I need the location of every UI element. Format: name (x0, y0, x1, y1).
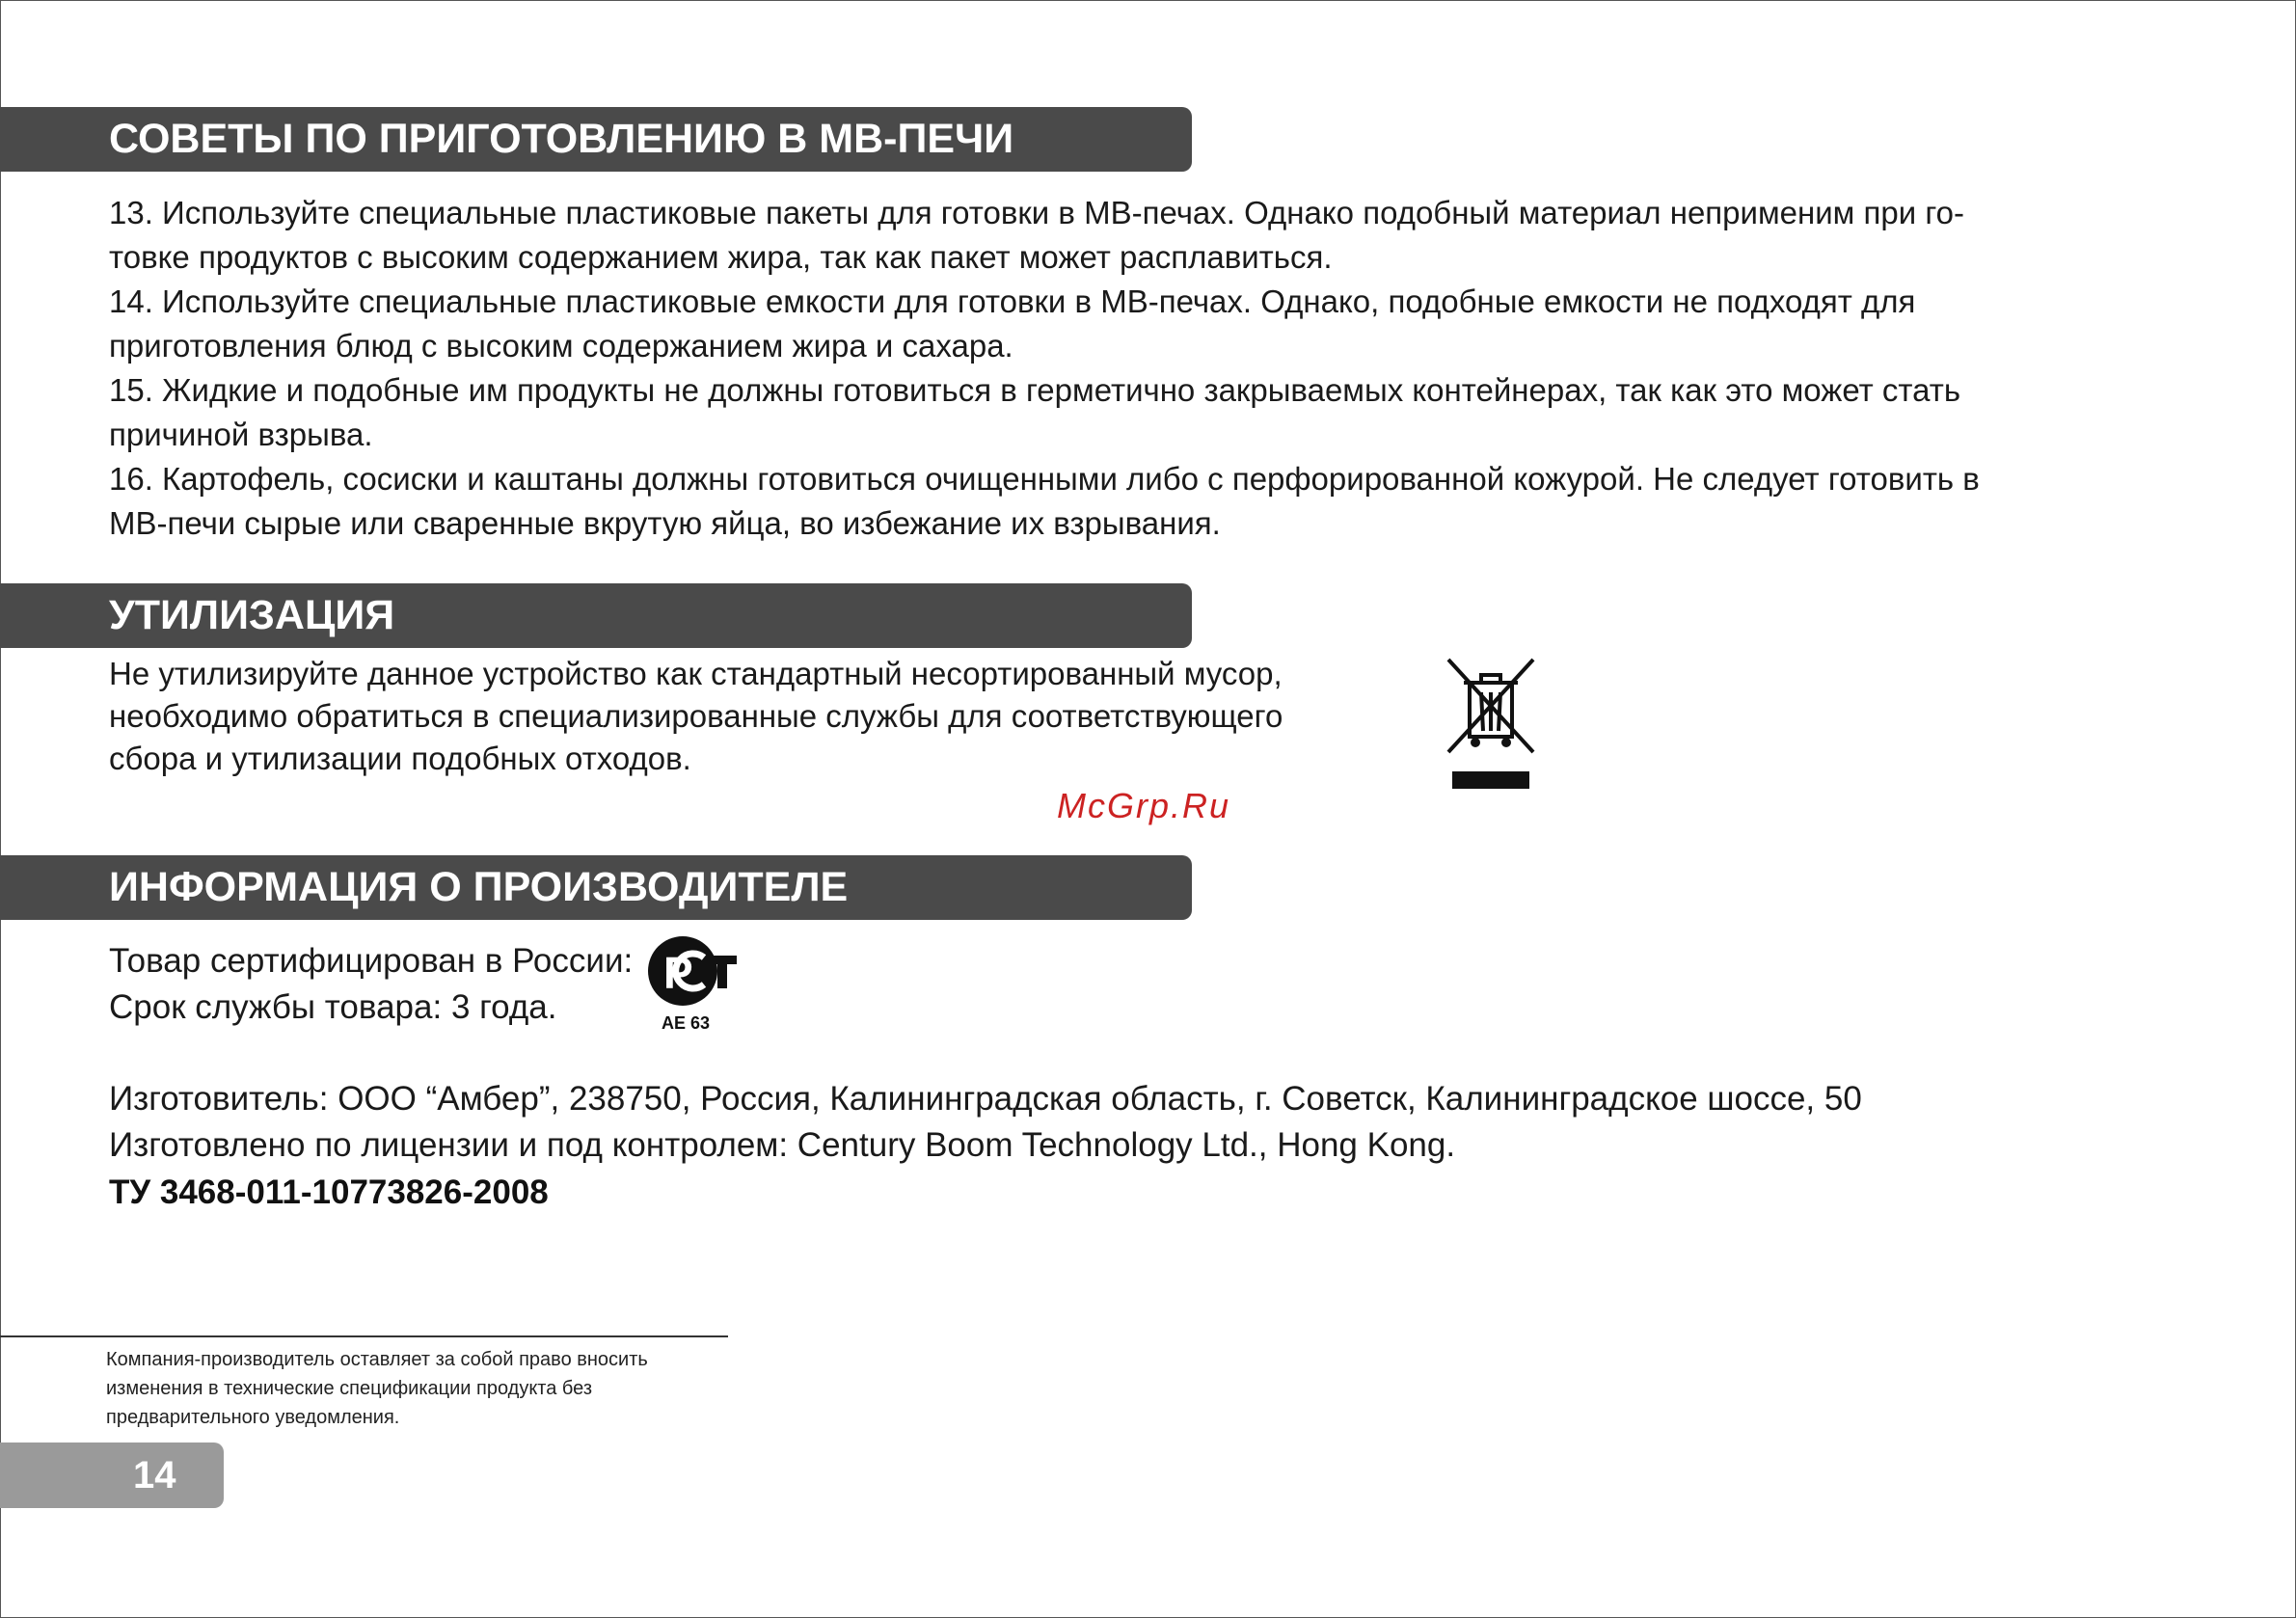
disposal-text (109, 653, 1420, 780)
tu-number: ТУ 3468-011-10773826-2008 (109, 1173, 549, 1211)
tips-line: 13. Используйте специальные пластиковые пакеты для готовки в МВ-печах. Однако подобный материал неприменим при го- (109, 195, 1964, 230)
tips-line: товке продуктов с высоким содержанием жира, так как пакет может расплавиться. (109, 239, 1333, 275)
svg-text:Р: Р (663, 948, 693, 998)
page-number: 14 (0, 1443, 224, 1508)
tips-line: 15. Жидкие и подобные им продукты не должны готовиться в герметично закрываемых контейнерах, так как это может стать (109, 372, 1961, 408)
tips-line: 16. Картофель, сосиски и каштаны должны готовиться очищенными либо с перфорированной кожурой. Не следует готовить в (109, 461, 1980, 497)
footnote-line: Компания-производитель оставляет за собой право вносить (106, 1349, 648, 1370)
section-heading-disposal: УТИЛИЗАЦИЯ (0, 583, 1192, 648)
manufacturer-address: Изготовитель: ООО “Амбер”, 238750, Россия, Калининградская область, г. Советск, Калининградское шоссе, 50 (109, 1080, 1862, 1118)
disposal-line: Не утилизируйте данное устройство как стандартный несортированный мусор, (109, 656, 1283, 691)
cert-mark-code: AE 63 (662, 1013, 711, 1033)
license-text: Изготовлено по лицензии и под контролем: Century Boom Technology Ltd., Hong Kong. (109, 1126, 1456, 1164)
tips-line: МВ-печи сырые или сваренные вкрутую яйца, во избежание их взрывания. (109, 505, 1221, 541)
watermark-text: McGrp.Ru (1057, 786, 1231, 825)
tips-line: причиной взрыва. (109, 417, 373, 452)
disposal-line: необходимо обратиться в специализированные службы для соответствующего (109, 698, 1283, 734)
service-life-text: Срок службы товара: 3 года. (109, 988, 557, 1026)
tips-line: 14. Используйте специальные пластиковые емкости для готовки в МВ-печах. Однако, подобные емкости не подходят для (109, 283, 1916, 319)
footnote-line: предварительного уведомления. (106, 1407, 400, 1428)
disposal-line: сбора и утилизации подобных отходов. (109, 741, 691, 776)
section-heading-manufacturer: ИНФОРМАЦИЯ О ПРОИЗВОДИТЕЛЕ (0, 855, 1192, 920)
section-heading-cooking-tips: СОВЕТЫ ПО ПРИГОТОВЛЕНИЮ В МВ-ПЕЧИ (0, 107, 1192, 172)
tips-line: приготовления блюд с высоким содержанием жира и сахара. (109, 328, 1013, 364)
certified-label: Товар сертифицирован в России: (109, 942, 634, 980)
footnote-line: изменения в технические спецификации продукта без (106, 1378, 593, 1399)
footnote-text (106, 1345, 743, 1432)
cooking-tips-text (109, 191, 1980, 546)
footnote-divider (0, 1335, 728, 1337)
weee-crossed-bin-icon (1445, 656, 1537, 791)
pct-certification-mark-icon (644, 930, 741, 1037)
